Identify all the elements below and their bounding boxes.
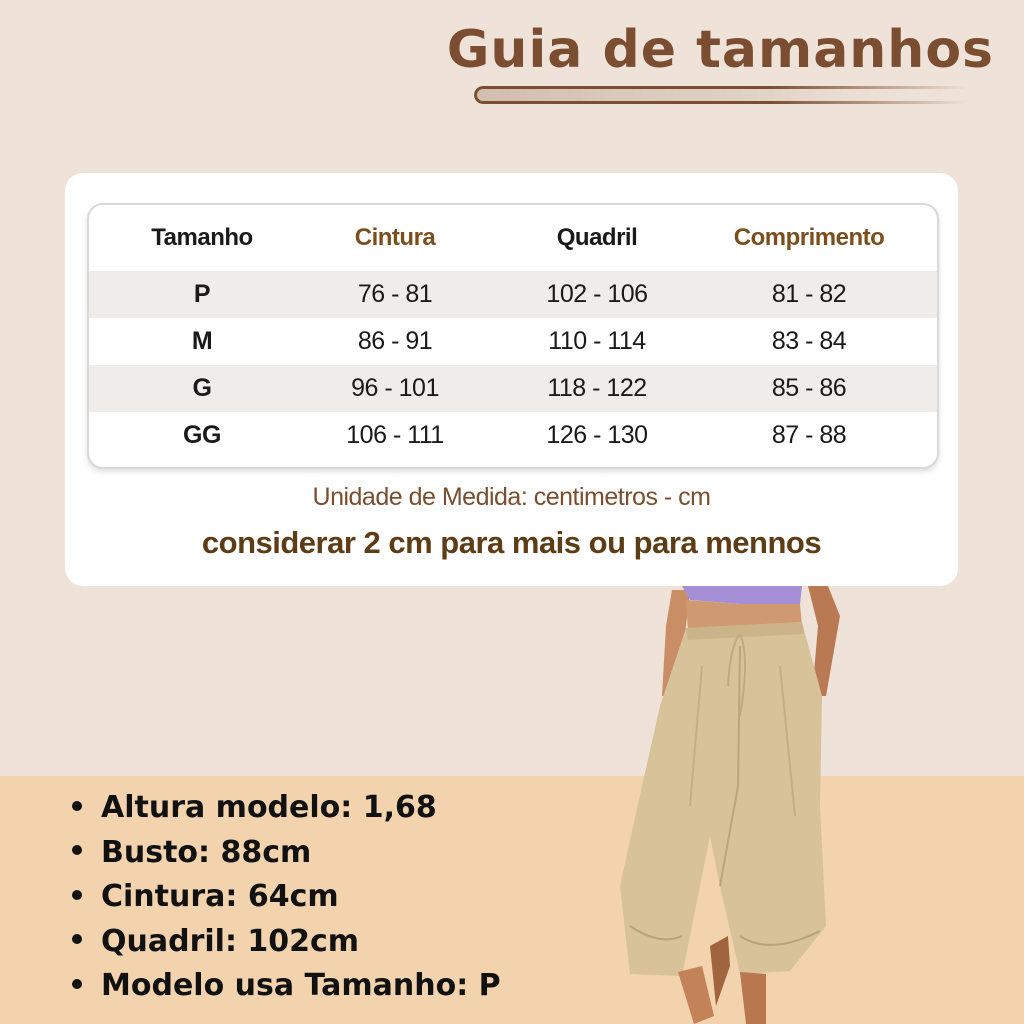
model-bust: Busto: 88cm bbox=[101, 834, 312, 870]
size-cell: GG bbox=[183, 421, 221, 449]
length-cell: 83 - 84 bbox=[771, 327, 847, 355]
hip-cell: 118 - 122 bbox=[547, 374, 647, 402]
bullet-dot-icon bbox=[72, 801, 82, 811]
hip-cell: 110 - 114 bbox=[548, 327, 646, 355]
list-item bbox=[72, 831, 501, 876]
column-header-tamanho: Tamanho bbox=[151, 224, 253, 251]
table-row bbox=[89, 412, 937, 459]
size-cell: M bbox=[191, 327, 213, 355]
waist-cell: 76 - 81 bbox=[357, 280, 433, 308]
title-underline-decoration bbox=[474, 86, 969, 104]
model-height: Altura modelo: 1,68 bbox=[101, 790, 437, 825]
hip-cell: 126 - 130 bbox=[546, 421, 648, 449]
bullet-dot-icon bbox=[72, 845, 82, 855]
list-item bbox=[72, 875, 501, 920]
table-row bbox=[89, 271, 937, 318]
model-size: Modelo usa Tamanho: P bbox=[101, 968, 501, 1003]
size-cell: G bbox=[192, 374, 212, 402]
size-table bbox=[87, 203, 939, 469]
bullet-dot-icon bbox=[72, 934, 82, 944]
list-item bbox=[72, 964, 501, 1009]
model-hip: Quadril: 102cm bbox=[101, 923, 360, 959]
bullet-dot-icon bbox=[72, 890, 82, 900]
length-cell: 87 - 88 bbox=[771, 421, 847, 449]
length-cell: 81 - 82 bbox=[771, 280, 847, 308]
waist-cell: 86 - 91 bbox=[357, 327, 433, 355]
waist-cell: 96 - 101 bbox=[351, 374, 439, 402]
model-photo bbox=[590, 586, 850, 1024]
table-row bbox=[89, 318, 937, 365]
model-waist: Cintura: 64cm bbox=[101, 879, 339, 914]
size-cell: P bbox=[193, 280, 211, 308]
model-specs-list bbox=[72, 786, 501, 1009]
list-item bbox=[72, 786, 501, 831]
page-title: Guia de tamanhos bbox=[446, 20, 994, 80]
column-header-comprimento: Comprimento bbox=[733, 224, 885, 251]
table-row bbox=[89, 365, 937, 412]
table-header-row bbox=[89, 205, 937, 271]
column-header-quadril: Quadril bbox=[556, 224, 638, 251]
unit-note: Unidade de Medida: centimetros - cm bbox=[312, 483, 711, 511]
bullet-dot-icon bbox=[72, 979, 82, 989]
hip-cell: 102 - 106 bbox=[546, 280, 648, 308]
tolerance-note: considerar 2 cm para mais ou para mennos bbox=[201, 525, 822, 560]
column-header-cintura: Cintura bbox=[354, 224, 436, 251]
waist-cell: 106 - 111 bbox=[346, 421, 444, 449]
size-guide-card bbox=[65, 173, 958, 586]
length-cell: 85 - 86 bbox=[771, 374, 847, 402]
list-item bbox=[72, 920, 501, 965]
